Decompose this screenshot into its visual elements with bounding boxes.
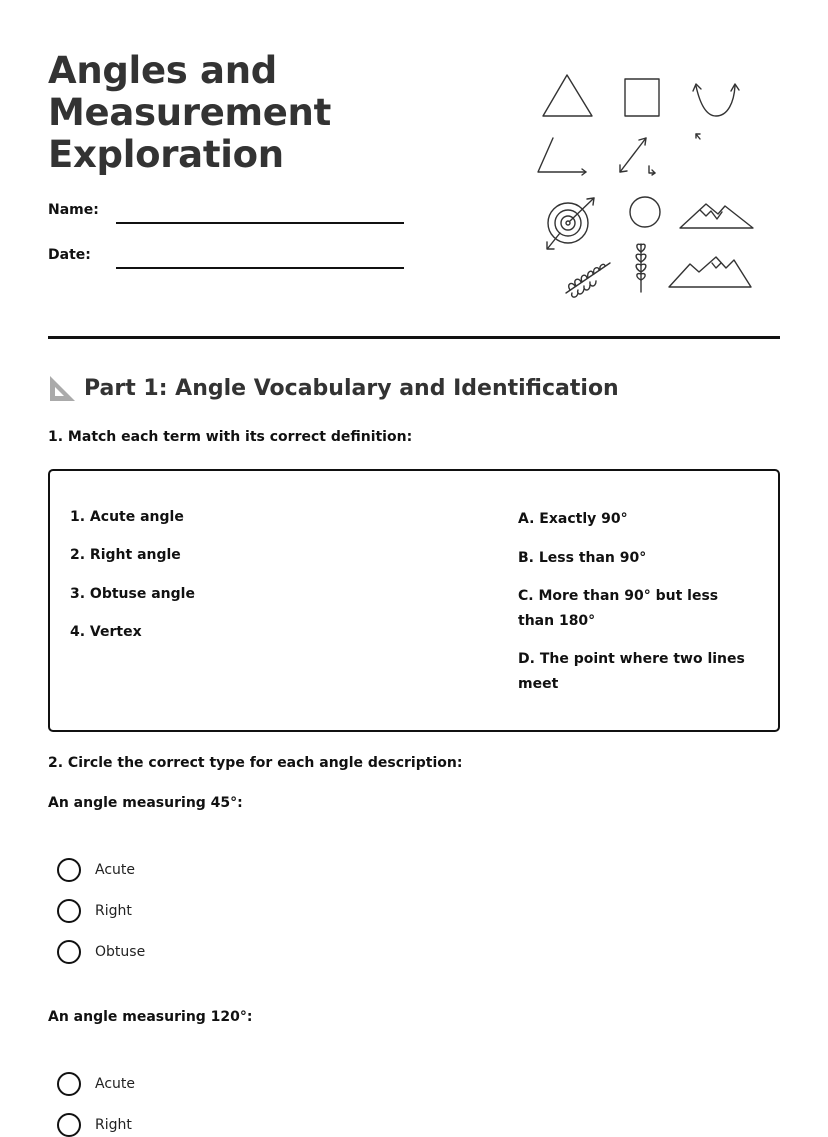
geometry-doodles bbox=[530, 64, 770, 304]
definition-item: D. The point where two lines meet bbox=[518, 651, 745, 692]
option-right[interactable] bbox=[57, 1113, 132, 1137]
option-acute[interactable] bbox=[57, 858, 135, 882]
section-divider bbox=[48, 336, 780, 339]
question-1-prompt: 1. Match each term with its correct definition: bbox=[48, 429, 413, 445]
right-angle-icon bbox=[538, 138, 586, 175]
u-curve-icon bbox=[693, 84, 739, 116]
mountain-icon bbox=[680, 204, 753, 228]
term-item: 3. Obtuse angle bbox=[70, 586, 195, 602]
definition-list bbox=[518, 507, 758, 710]
radio-circle[interactable] bbox=[57, 1113, 81, 1137]
wheat-icon bbox=[636, 244, 646, 292]
radio-circle[interactable] bbox=[57, 940, 81, 964]
option-right[interactable] bbox=[57, 899, 132, 923]
term-list bbox=[70, 507, 195, 660]
square-icon bbox=[625, 79, 659, 116]
double-arrow-icon bbox=[620, 138, 655, 175]
part1-title: Part 1: Angle Vocabulary and Identification bbox=[84, 375, 619, 401]
option-label: Right bbox=[95, 1117, 132, 1133]
option-label: Acute bbox=[95, 1076, 136, 1092]
matching-box bbox=[48, 469, 780, 732]
small-arrow-icon bbox=[696, 134, 700, 139]
leaf-branch-icon bbox=[566, 263, 610, 297]
option-obtuse[interactable] bbox=[57, 940, 145, 964]
worksheet-title bbox=[48, 50, 468, 176]
definition-item: C. More than 90° but less than 180° bbox=[518, 588, 719, 629]
name-label: Name: bbox=[48, 202, 99, 218]
radio-circle[interactable] bbox=[57, 858, 81, 882]
definition-item: A. Exactly 90° bbox=[518, 511, 628, 527]
definition-item: B. Less than 90° bbox=[518, 550, 647, 566]
angle-120-prompt: An angle measuring 120°: bbox=[48, 1009, 253, 1025]
spiral-target-icon bbox=[547, 198, 594, 249]
set-square-icon bbox=[48, 374, 76, 402]
mountain-range-icon bbox=[669, 257, 751, 287]
circle-icon bbox=[630, 197, 660, 227]
part1-heading bbox=[48, 374, 619, 402]
term-item: 1. Acute angle bbox=[70, 509, 184, 525]
date-label: Date: bbox=[48, 247, 91, 263]
triangle-icon bbox=[543, 75, 592, 116]
radio-circle[interactable] bbox=[57, 899, 81, 923]
option-label: Obtuse bbox=[95, 944, 146, 960]
title-line-2: Measurement bbox=[48, 91, 331, 134]
title-line-3: Exploration bbox=[48, 133, 284, 176]
term-item: 2. Right angle bbox=[70, 547, 181, 563]
radio-circle[interactable] bbox=[57, 1072, 81, 1096]
option-label: Acute bbox=[95, 862, 136, 878]
question-2-prompt: 2. Circle the correct type for each angle description: bbox=[48, 755, 463, 771]
date-field[interactable] bbox=[116, 267, 404, 269]
angle-45-prompt: An angle measuring 45°: bbox=[48, 795, 243, 811]
option-acute[interactable] bbox=[57, 1072, 135, 1096]
term-item: 4. Vertex bbox=[70, 624, 142, 640]
title-line-1: Angles and bbox=[48, 49, 277, 92]
option-label: Right bbox=[95, 903, 132, 919]
name-field[interactable] bbox=[116, 222, 404, 224]
